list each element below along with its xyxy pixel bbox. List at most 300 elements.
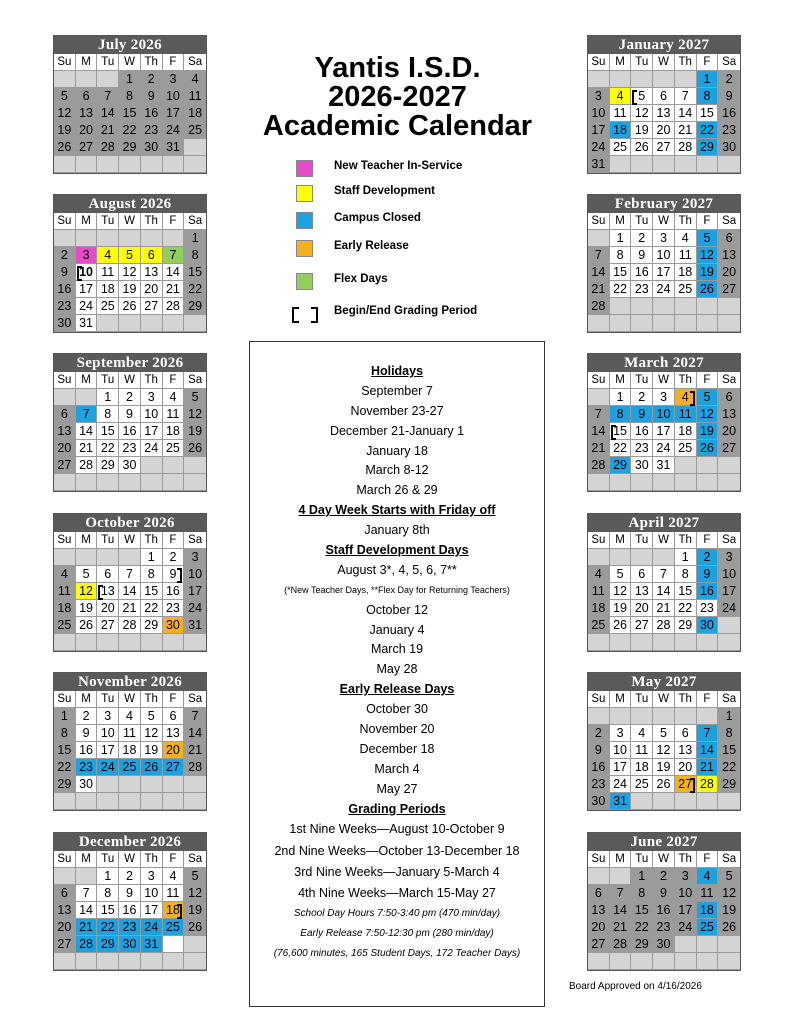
empty-cell: [653, 634, 675, 651]
empty-cell: [718, 634, 740, 651]
day-cell: 18: [631, 759, 653, 776]
day-cell: 2: [631, 230, 653, 247]
weekday-header: F: [163, 851, 185, 868]
day-cell: 13: [718, 247, 740, 264]
day-cell: 18: [588, 600, 610, 617]
weekday-header: Tu: [631, 851, 653, 868]
weekday-header: Su: [588, 54, 610, 71]
day-cell: 22: [610, 440, 632, 457]
day-cell: 10: [675, 885, 697, 902]
day-cell: 9: [163, 566, 185, 583]
day-cell: 31: [610, 793, 632, 810]
legend-swatch-yellow: [296, 185, 313, 202]
day-cell: 15: [718, 742, 740, 759]
month-grid: [54, 532, 206, 651]
empty-cell: [97, 71, 119, 88]
weekday-header: W: [653, 54, 675, 71]
day-cell: 11: [97, 264, 119, 281]
month-title: September 2026: [54, 354, 206, 372]
empty-cell: [610, 708, 632, 725]
day-cell: 21: [675, 122, 697, 139]
empty-cell: [610, 298, 632, 315]
day-cell: 22: [610, 281, 632, 298]
empty-cell: [76, 634, 98, 651]
empty-cell: [610, 71, 632, 88]
day-cell: 6: [54, 885, 76, 902]
empty-cell: [588, 71, 610, 88]
empty-cell: [718, 457, 740, 474]
weekday-header: Tu: [631, 691, 653, 708]
empty-cell: [697, 156, 719, 173]
day-cell: 8: [119, 88, 141, 105]
day-cell: 30: [141, 139, 163, 156]
day-cell: 1: [141, 549, 163, 566]
month-calendar-apr: [587, 513, 741, 652]
day-cell: 8: [675, 566, 697, 583]
day-cell: 28: [184, 759, 206, 776]
day-cell: 11: [163, 406, 185, 423]
day-cell: 16: [631, 264, 653, 281]
day-cell: 30: [76, 776, 98, 793]
day-cell: 23: [718, 122, 740, 139]
day-cell: 29: [141, 617, 163, 634]
month-calendar-mar: [587, 353, 741, 492]
day-cell: 17: [610, 759, 632, 776]
day-cell: 16: [588, 759, 610, 776]
day-cell: 6: [718, 230, 740, 247]
day-cell: 6: [141, 247, 163, 264]
empty-cell: [718, 953, 740, 970]
day-cell: 28: [119, 617, 141, 634]
weekday-header: F: [697, 851, 719, 868]
empty-cell: [141, 634, 163, 651]
day-cell: 11: [119, 725, 141, 742]
day-cell: 18: [54, 600, 76, 617]
weekday-header: M: [76, 213, 98, 230]
empty-cell: [718, 298, 740, 315]
day-cell: 7: [697, 725, 719, 742]
empty-cell: [675, 315, 697, 332]
day-cell: 3: [141, 389, 163, 406]
day-cell: 6: [97, 566, 119, 583]
day-cell: 13: [653, 105, 675, 122]
day-cell: 15: [97, 902, 119, 919]
weekday-header: Sa: [718, 372, 740, 389]
month-grid: [588, 372, 740, 491]
info-line: May 28: [376, 662, 418, 677]
day-cell: 30: [119, 936, 141, 953]
day-cell: 16: [653, 902, 675, 919]
day-cell: 12: [184, 406, 206, 423]
day-cell: 2: [718, 71, 740, 88]
day-cell: 25: [588, 617, 610, 634]
day-cell: 30: [163, 617, 185, 634]
day-cell: 16: [163, 583, 185, 600]
empty-cell: [653, 549, 675, 566]
day-cell: 4: [163, 389, 185, 406]
day-cell: 1: [97, 868, 119, 885]
day-cell: 30: [631, 457, 653, 474]
empty-cell: [697, 793, 719, 810]
day-cell: 5: [184, 389, 206, 406]
month-grid: [588, 691, 740, 810]
month-grid: [588, 851, 740, 970]
empty-cell: [76, 156, 98, 173]
day-cell: 30: [697, 617, 719, 634]
day-cell: 7: [163, 247, 185, 264]
legend-swatch-blue: [296, 212, 313, 229]
day-cell: 6: [718, 389, 740, 406]
weekday-header: Su: [54, 213, 76, 230]
day-cell: 24: [588, 139, 610, 156]
month-title: March 2027: [588, 354, 740, 372]
day-cell: 10: [184, 566, 206, 583]
day-cell: 28: [163, 298, 185, 315]
month-title: August 2026: [54, 195, 206, 213]
day-cell: 31: [163, 139, 185, 156]
legend-label: Flex Days: [334, 273, 388, 285]
empty-cell: [163, 776, 185, 793]
weekday-header: M: [610, 691, 632, 708]
legend-label: Campus Closed: [334, 212, 421, 224]
day-cell: 22: [119, 122, 141, 139]
day-cell: 22: [54, 759, 76, 776]
empty-cell: [675, 457, 697, 474]
day-cell: 23: [141, 122, 163, 139]
weekday-header: Tu: [97, 54, 119, 71]
info-line: November 23-27: [350, 403, 444, 418]
weekday-header: M: [76, 691, 98, 708]
month-title: November 2026: [54, 673, 206, 691]
day-cell: 18: [184, 105, 206, 122]
weekday-header: Sa: [718, 691, 740, 708]
day-cell: 28: [675, 139, 697, 156]
day-cell: 21: [163, 281, 185, 298]
empty-cell: [76, 230, 98, 247]
day-cell: 5: [54, 88, 76, 105]
empty-cell: [54, 793, 76, 810]
day-cell: 17: [653, 264, 675, 281]
page-title: [245, 54, 550, 141]
empty-cell: [141, 776, 163, 793]
empty-cell: [97, 315, 119, 332]
empty-cell: [184, 634, 206, 651]
day-cell: 19: [697, 264, 719, 281]
day-cell: 21: [588, 440, 610, 457]
day-cell: 23: [697, 600, 719, 617]
day-cell: 27: [631, 617, 653, 634]
day-cell: 1: [97, 389, 119, 406]
weekday-header: Su: [54, 851, 76, 868]
info-line: March 19: [370, 642, 424, 657]
day-cell: 5: [697, 389, 719, 406]
weekday-header: Tu: [97, 532, 119, 549]
weekday-header: F: [697, 213, 719, 230]
empty-cell: [141, 156, 163, 173]
empty-cell: [588, 549, 610, 566]
day-cell: 25: [97, 298, 119, 315]
day-cell: 2: [631, 389, 653, 406]
day-cell: 12: [76, 583, 98, 600]
empty-cell: [184, 953, 206, 970]
day-cell: 26: [141, 759, 163, 776]
day-cell: 3: [610, 725, 632, 742]
weekday-header: Su: [588, 691, 610, 708]
info-heading: Grading Periods: [348, 801, 446, 816]
weekday-header: Sa: [718, 851, 740, 868]
info-line: October 12: [366, 602, 428, 617]
empty-cell: [97, 793, 119, 810]
day-cell: 3: [76, 247, 98, 264]
day-cell: 10: [141, 885, 163, 902]
day-cell: 21: [76, 919, 98, 936]
day-cell: 29: [697, 139, 719, 156]
day-cell: 25: [631, 776, 653, 793]
day-cell: 13: [97, 583, 119, 600]
day-cell: 12: [653, 742, 675, 759]
empty-cell: [184, 474, 206, 491]
day-cell: 15: [119, 105, 141, 122]
weekday-header: M: [76, 851, 98, 868]
day-cell: 12: [141, 725, 163, 742]
weekday-header: Th: [141, 372, 163, 389]
day-cell: 29: [631, 936, 653, 953]
day-cell: 20: [163, 742, 185, 759]
day-cell: 1: [184, 230, 206, 247]
day-cell: 11: [184, 88, 206, 105]
day-cell: 16: [718, 105, 740, 122]
empty-cell: [631, 474, 653, 491]
day-cell: 2: [119, 868, 141, 885]
weekday-header: F: [163, 372, 185, 389]
day-cell: 6: [76, 88, 98, 105]
weekday-header: Su: [588, 532, 610, 549]
day-cell: 8: [697, 88, 719, 105]
day-cell: 3: [653, 230, 675, 247]
legend-label: Early Release: [334, 240, 409, 252]
day-cell: 7: [653, 566, 675, 583]
day-cell: 7: [588, 247, 610, 264]
weekday-header: Th: [141, 213, 163, 230]
day-cell: 4: [588, 566, 610, 583]
day-cell: 4: [675, 230, 697, 247]
day-cell: 10: [141, 406, 163, 423]
day-cell: 31: [588, 156, 610, 173]
empty-cell: [697, 474, 719, 491]
day-cell: 5: [653, 725, 675, 742]
day-cell: 7: [610, 885, 632, 902]
day-cell: 19: [184, 423, 206, 440]
empty-cell: [54, 549, 76, 566]
day-cell: 10: [653, 247, 675, 264]
day-cell: 19: [653, 759, 675, 776]
day-cell: 20: [141, 281, 163, 298]
weekday-header: W: [653, 851, 675, 868]
empty-cell: [610, 156, 632, 173]
day-cell: 4: [631, 725, 653, 742]
info-line: December 18: [359, 741, 435, 756]
empty-cell: [76, 474, 98, 491]
month-grid: [54, 372, 206, 491]
day-cell: 31: [184, 617, 206, 634]
day-cell: 8: [718, 725, 740, 742]
info-line: November 20: [359, 722, 435, 737]
day-cell: 29: [718, 776, 740, 793]
weekday-header: Su: [588, 372, 610, 389]
weekday-header: M: [610, 54, 632, 71]
info-line: 1st Nine Weeks—August 10-October 9: [289, 822, 505, 837]
weekday-header: Su: [54, 372, 76, 389]
weekday-header: Su: [54, 691, 76, 708]
day-cell: 8: [54, 725, 76, 742]
empty-cell: [588, 708, 610, 725]
bracket-icon: [292, 307, 318, 321]
day-cell: 20: [97, 600, 119, 617]
day-cell: 21: [697, 759, 719, 776]
day-cell: 9: [718, 88, 740, 105]
day-cell: 5: [610, 566, 632, 583]
day-cell: 11: [610, 105, 632, 122]
day-cell: 12: [119, 264, 141, 281]
day-cell: 8: [97, 406, 119, 423]
empty-cell: [54, 868, 76, 885]
empty-cell: [141, 474, 163, 491]
empty-cell: [718, 936, 740, 953]
day-cell: 19: [141, 742, 163, 759]
weekday-header: Tu: [97, 851, 119, 868]
legend-swatch-pink: [296, 160, 313, 177]
empty-cell: [588, 474, 610, 491]
weekday-header: Th: [675, 691, 697, 708]
day-cell: 11: [631, 742, 653, 759]
empty-cell: [718, 617, 740, 634]
empty-cell: [76, 868, 98, 885]
day-cell: 20: [54, 440, 76, 457]
day-cell: 21: [184, 742, 206, 759]
day-cell: 2: [119, 389, 141, 406]
day-cell: 1: [718, 708, 740, 725]
empty-cell: [119, 230, 141, 247]
info-line: 2nd Nine Weeks—October 13-December 18: [274, 843, 520, 858]
weekday-header: Tu: [97, 213, 119, 230]
day-cell: 17: [97, 742, 119, 759]
day-cell: 12: [54, 105, 76, 122]
empty-cell: [588, 230, 610, 247]
day-cell: 14: [97, 105, 119, 122]
board-approval: Board Approved on 4/16/2026: [569, 981, 702, 992]
empty-cell: [631, 549, 653, 566]
empty-cell: [119, 156, 141, 173]
empty-cell: [184, 315, 206, 332]
day-cell: 19: [76, 600, 98, 617]
day-cell: 10: [97, 725, 119, 742]
weekday-header: M: [610, 372, 632, 389]
day-cell: 29: [119, 139, 141, 156]
day-cell: 10: [163, 88, 185, 105]
day-cell: 11: [163, 885, 185, 902]
month-calendar-feb: [587, 194, 741, 333]
day-cell: 27: [141, 298, 163, 315]
info-line: School Day Hours 7:50-3:40 pm (470 min/day): [293, 908, 501, 920]
day-cell: 25: [119, 759, 141, 776]
day-cell: 15: [631, 902, 653, 919]
day-cell: 9: [631, 406, 653, 423]
month-calendar-may: [587, 672, 741, 811]
empty-cell: [184, 457, 206, 474]
empty-cell: [163, 230, 185, 247]
month-title: June 2027: [588, 833, 740, 851]
info-line: 4th Nine Weeks—March 15-May 27: [298, 886, 496, 901]
weekday-header: Sa: [184, 691, 206, 708]
month-title: December 2026: [54, 833, 206, 851]
weekday-header: F: [163, 54, 185, 71]
day-cell: 18: [675, 423, 697, 440]
empty-cell: [163, 474, 185, 491]
day-cell: 3: [718, 549, 740, 566]
day-cell: 29: [184, 298, 206, 315]
day-cell: 18: [163, 423, 185, 440]
empty-cell: [675, 936, 697, 953]
legend-label: Staff Development: [334, 185, 435, 197]
day-cell: 28: [653, 617, 675, 634]
weekday-header: F: [697, 54, 719, 71]
day-cell: 16: [697, 583, 719, 600]
empty-cell: [163, 953, 185, 970]
day-cell: 4: [119, 708, 141, 725]
empty-cell: [675, 298, 697, 315]
day-cell: 27: [718, 281, 740, 298]
weekday-header: M: [76, 54, 98, 71]
empty-cell: [675, 71, 697, 88]
day-cell: 11: [675, 247, 697, 264]
weekday-header: Tu: [631, 532, 653, 549]
day-cell: 14: [76, 902, 98, 919]
empty-cell: [631, 71, 653, 88]
day-cell: 24: [184, 600, 206, 617]
empty-cell: [76, 549, 98, 566]
weekday-header: Su: [54, 54, 76, 71]
day-cell: 9: [119, 406, 141, 423]
day-cell: 27: [588, 936, 610, 953]
day-cell: 20: [588, 919, 610, 936]
empty-cell: [653, 156, 675, 173]
day-cell: 7: [76, 406, 98, 423]
day-cell: 14: [588, 264, 610, 281]
empty-cell: [119, 474, 141, 491]
day-cell: 22: [718, 759, 740, 776]
month-calendar-nov: [53, 672, 207, 811]
day-cell: 25: [610, 139, 632, 156]
day-cell: 1: [610, 230, 632, 247]
empty-cell: [675, 474, 697, 491]
day-cell: 17: [675, 902, 697, 919]
empty-cell: [163, 936, 185, 953]
day-cell: 8: [184, 247, 206, 264]
day-cell: 18: [610, 122, 632, 139]
day-cell: 3: [588, 88, 610, 105]
month-calendar-jan: [587, 35, 741, 174]
weekday-header: F: [697, 691, 719, 708]
day-cell: 21: [97, 122, 119, 139]
day-cell: 19: [54, 122, 76, 139]
weekday-header: M: [76, 372, 98, 389]
empty-cell: [163, 315, 185, 332]
month-grid: [54, 54, 206, 173]
weekday-header: Th: [141, 691, 163, 708]
empty-cell: [697, 315, 719, 332]
day-cell: 9: [119, 885, 141, 902]
day-cell: 7: [675, 88, 697, 105]
